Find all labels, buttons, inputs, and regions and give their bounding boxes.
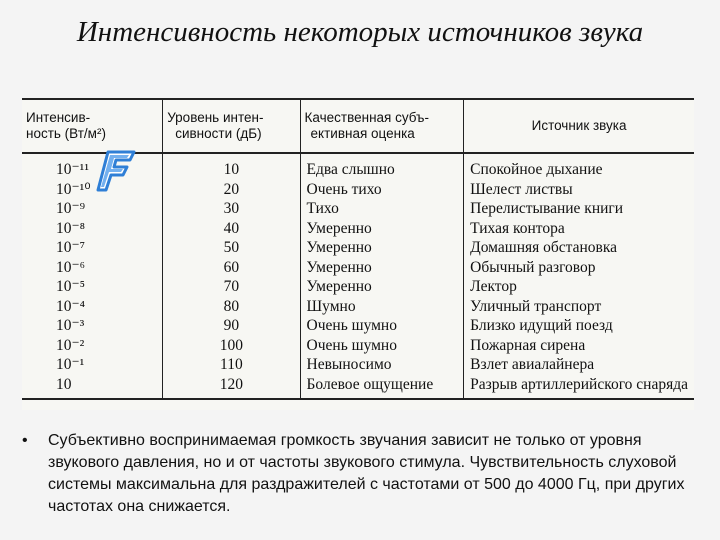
header-level	[163, 99, 300, 153]
cell-level: 70	[163, 277, 300, 297]
cell-assessment: Умеренно	[300, 258, 464, 278]
cell-level: 50	[163, 238, 300, 258]
header-assessment	[300, 99, 464, 153]
cell-source: Лектор	[470, 278, 517, 295]
cell-source: Шелест листвы	[470, 180, 573, 198]
header-assessment-line1: Качественная субъ-	[304, 110, 429, 125]
cell-intensity: 10⁻²	[22, 336, 163, 356]
cell-source: Спокойное дыхание	[470, 161, 603, 178]
table-row	[22, 297, 694, 317]
cell-intensity: 10⁻⁹	[22, 199, 163, 219]
cell-assessment: Болевое ощущение	[300, 375, 464, 400]
cell-level: 40	[163, 219, 300, 239]
cell-assessment: Тихо	[300, 199, 464, 219]
cell-source: Перелистывание книги	[470, 200, 624, 217]
table-row	[22, 316, 694, 336]
bullet-list	[22, 430, 712, 518]
cell-intensity: 10	[22, 375, 163, 400]
cell-level: 20	[163, 180, 300, 200]
sound-sources-table	[22, 98, 694, 400]
cell-intensity: 10⁻⁴	[22, 297, 163, 317]
cell-intensity: 10⁻³	[22, 316, 163, 336]
header-source-line1: Источник звука	[531, 118, 627, 133]
table-row	[22, 199, 694, 219]
header-intensity-line1: Интенсив-	[26, 110, 91, 125]
header-level-line2: сивности (дБ)	[175, 126, 262, 141]
cell-level: 30	[163, 199, 300, 219]
table-row	[22, 238, 694, 258]
cell-level: 120	[163, 375, 300, 400]
header-intensity	[22, 99, 163, 153]
cell-assessment: Умеренно	[300, 219, 464, 239]
logo-f-icon	[96, 148, 136, 194]
cell-assessment: Очень шумно	[300, 316, 464, 336]
cell-intensity: 10⁻¹⁰	[22, 180, 163, 200]
cell-source: Пожарная сирена	[470, 336, 586, 354]
cell-source: Обычный разговор	[470, 258, 596, 276]
cell-source: Домашняя обстановка	[470, 239, 618, 256]
cell-intensity: 10⁻¹¹	[22, 153, 163, 180]
cell-source: Уличный транспорт	[470, 297, 602, 315]
cell-level: 10	[163, 153, 300, 180]
cell-assessment: Умеренно	[300, 238, 464, 258]
cell-level: 80	[163, 297, 300, 317]
cell-source: Близко идущий поезд	[470, 317, 613, 334]
cell-intensity: 10⁻⁶	[22, 258, 163, 278]
bullet-marker: •	[22, 432, 28, 449]
cell-source: Разрыв артиллерийского снаряда	[464, 375, 694, 400]
sound-table-container	[22, 98, 694, 410]
cell-source: Тихая контора	[470, 219, 565, 237]
cell-intensity: 10⁻⁷	[22, 238, 163, 258]
cell-level: 60	[163, 258, 300, 278]
cell-level: 110	[163, 355, 300, 375]
table-row	[22, 258, 694, 278]
cell-assessment: Невыносимо	[300, 355, 464, 375]
slide-title: Интенсивность некоторых источников звука	[76, 16, 644, 48]
table-row	[22, 375, 694, 400]
cell-assessment: Умеренно	[300, 277, 464, 297]
table-row	[22, 277, 694, 297]
cell-assessment: Очень шумно	[300, 336, 464, 356]
header-assessment-line2: ективная оценка	[310, 126, 415, 141]
table-row	[22, 219, 694, 239]
cell-level: 100	[163, 336, 300, 356]
bullet-text: Субъективно воспринимаемая громкость звучания зависит не только от уровня звукового давления, но и от частоты звукового стимула. Чувствительность слуховой системы максимальна для раздражителей с частотами от 500 до 4000 Гц, при других частотах она снижается.	[48, 432, 685, 515]
table-row	[22, 355, 694, 375]
cell-intensity: 10⁻⁵	[22, 277, 163, 297]
header-level-line1: Уровень интен-	[167, 110, 264, 125]
table-row	[22, 336, 694, 356]
cell-assessment: Шумно	[300, 297, 464, 317]
table-header-row	[22, 99, 694, 153]
header-intensity-line2: ность (Вт/м²)	[26, 126, 106, 141]
cell-assessment: Едва слышно	[300, 153, 464, 180]
cell-intensity: 10⁻⁸	[22, 219, 163, 239]
cell-assessment: Очень тихо	[300, 180, 464, 200]
cell-source: Взлет авиалайнера	[470, 356, 595, 373]
header-source	[464, 99, 694, 153]
cell-intensity: 10⁻¹	[22, 355, 163, 375]
cell-level: 90	[163, 316, 300, 336]
